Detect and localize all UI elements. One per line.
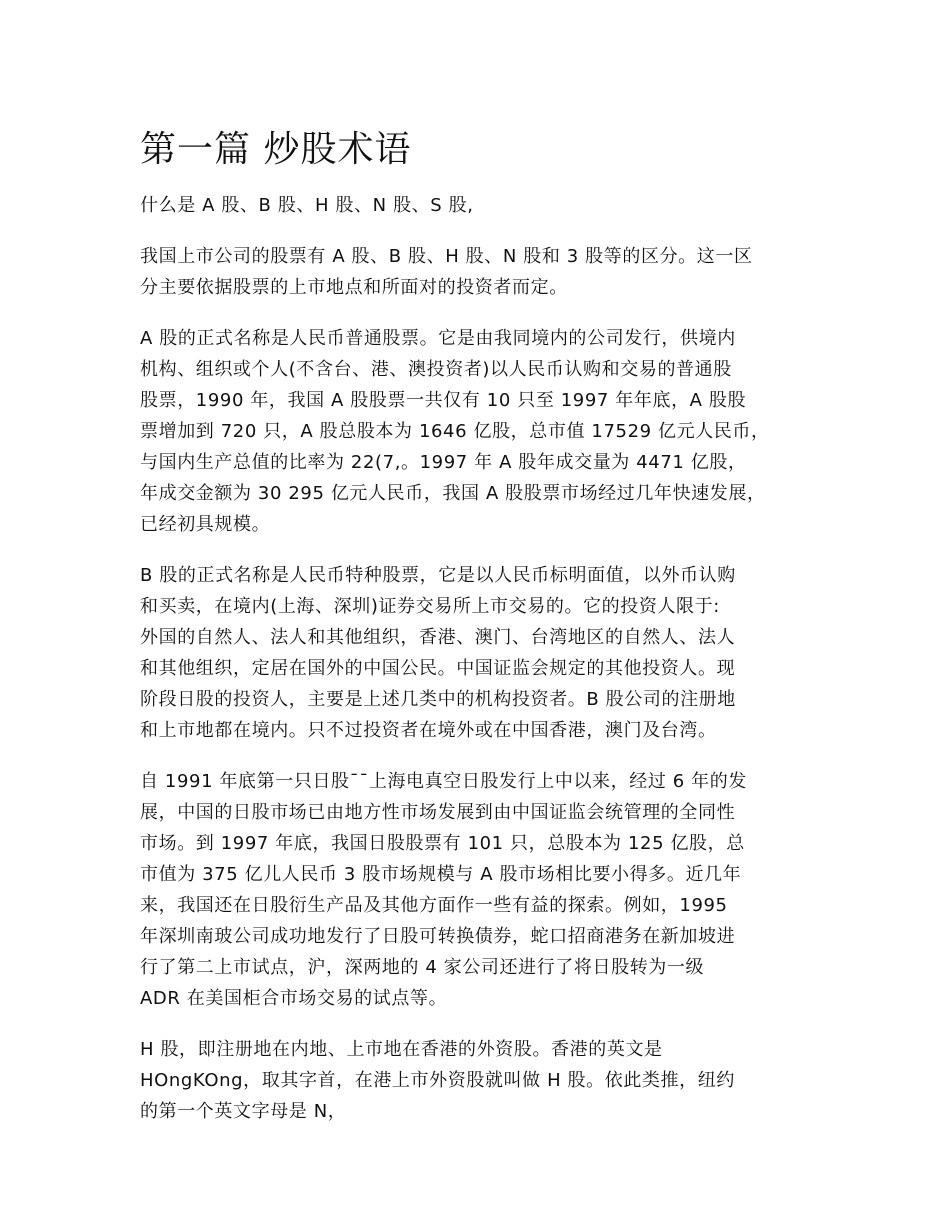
text-line: 什么是 A 股、B 股、H 股、N 股、S 股, — [140, 195, 474, 216]
text-line: 来，我国还在日股衍生产品及其他方面作一些有益的探索。例如，1995 — [140, 895, 728, 916]
text-line: H 股，即注册地在内地、上市地在香港的外资股。香港的英文是 — [140, 1039, 663, 1060]
text-line: 与国内生产总值的比率为 22(7,。1997 年 A 股年成交量为 4471 亿股， — [140, 452, 747, 473]
text-line: B 股的正式名称是人民币特种股票，它是以人民币标明面值，以外币认购 — [140, 565, 736, 586]
text-line: HOngKOng，取其字首，在港上市外资股就叫做 H 股。依此类推，纽约 — [140, 1070, 735, 1091]
text-line: A 股的正式名称是人民币普通股票。它是由我同境内的公司发行，供境内 — [140, 328, 736, 349]
text-line: 市场。到 1997 年底，我国日股股票有 101 只，总股本为 125 亿股，总 — [140, 833, 745, 854]
text-line: 阶段日股的投资人，主要是上述几类中的机构投资者。B 股公司的注册地 — [140, 689, 736, 710]
text-line: 和上市地都在境内。只不过投资者在境外或在中国香港，澳门及台湾。 — [140, 720, 717, 741]
text-line: 股票，1990 年，我国 A 股股票一共仅有 10 只至 1997 年年底，A 股股 — [140, 390, 747, 411]
text-line: 年深圳南玻公司成功地发行了日股可转换债券，蛇口招商港务在新加坡进 — [140, 926, 736, 947]
paragraph-question — [140, 190, 830, 221]
text-line: 已经初具规模。 — [140, 514, 271, 535]
paragraph-b-share — [140, 560, 830, 746]
document-title: 第一篇 炒股术语 — [140, 129, 412, 170]
text-line: ADR 在美国柜合市场交易的试点等。 — [140, 988, 448, 1009]
text-line: 市值为 375 亿儿人民币 3 股市场规模与 A 股市场相比要小得多。近几年 — [140, 864, 742, 885]
text-line: 我国上市公司的股票有 A 股、B 股、H 股、N 股和 3 股等的区分。这一区 — [140, 246, 753, 267]
text-line: 的第一个英文字母是 N， — [140, 1101, 347, 1122]
paragraph-h-share — [140, 1034, 830, 1127]
text-line: 分主要依据股票的上市地点和所面对的投资者而定。 — [140, 277, 568, 298]
text-line: 和买卖，在境内(上海、深圳)证券交易所上市交易的。它的投资人限于: — [140, 596, 720, 617]
paragraph-b-share-history — [140, 766, 830, 1014]
text-line: 机构、组织或个人(不含台、港、澳投资者)以人民币认购和交易的普通股 — [140, 359, 732, 380]
paragraph-a-share — [140, 323, 830, 540]
text-line: 展，中国的日股市场已由地方性市场发展到由中国证监会统管理的全同性 — [140, 802, 736, 823]
text-line: 行了第二上市试点，沪，深两地的 4 家公司还进行了将日股转为一级 — [140, 957, 705, 978]
text-line: 外国的自然人、法人和其他组织，香港、澳门、台湾地区的自然人、法人 — [140, 627, 736, 648]
document-page — [140, 124, 830, 1147]
text-line: 自 1991 年底第一只日股¯¯上海电真空日股发行上中以来，经过 6 年的发 — [140, 771, 747, 792]
text-line: 和其他组织，定居在国外的中国公民。中国证监会规定的其他投资人。现 — [140, 658, 736, 679]
paragraph-overview — [140, 241, 830, 303]
text-line: 票增加到 720 只，A 股总股本为 1646 亿股，总市值 17529 亿元人民币， — [140, 421, 770, 442]
text-line: 年成交金额为 30 295 亿元人民币，我国 A 股股票市场经过几年快速发展， — [140, 483, 766, 504]
